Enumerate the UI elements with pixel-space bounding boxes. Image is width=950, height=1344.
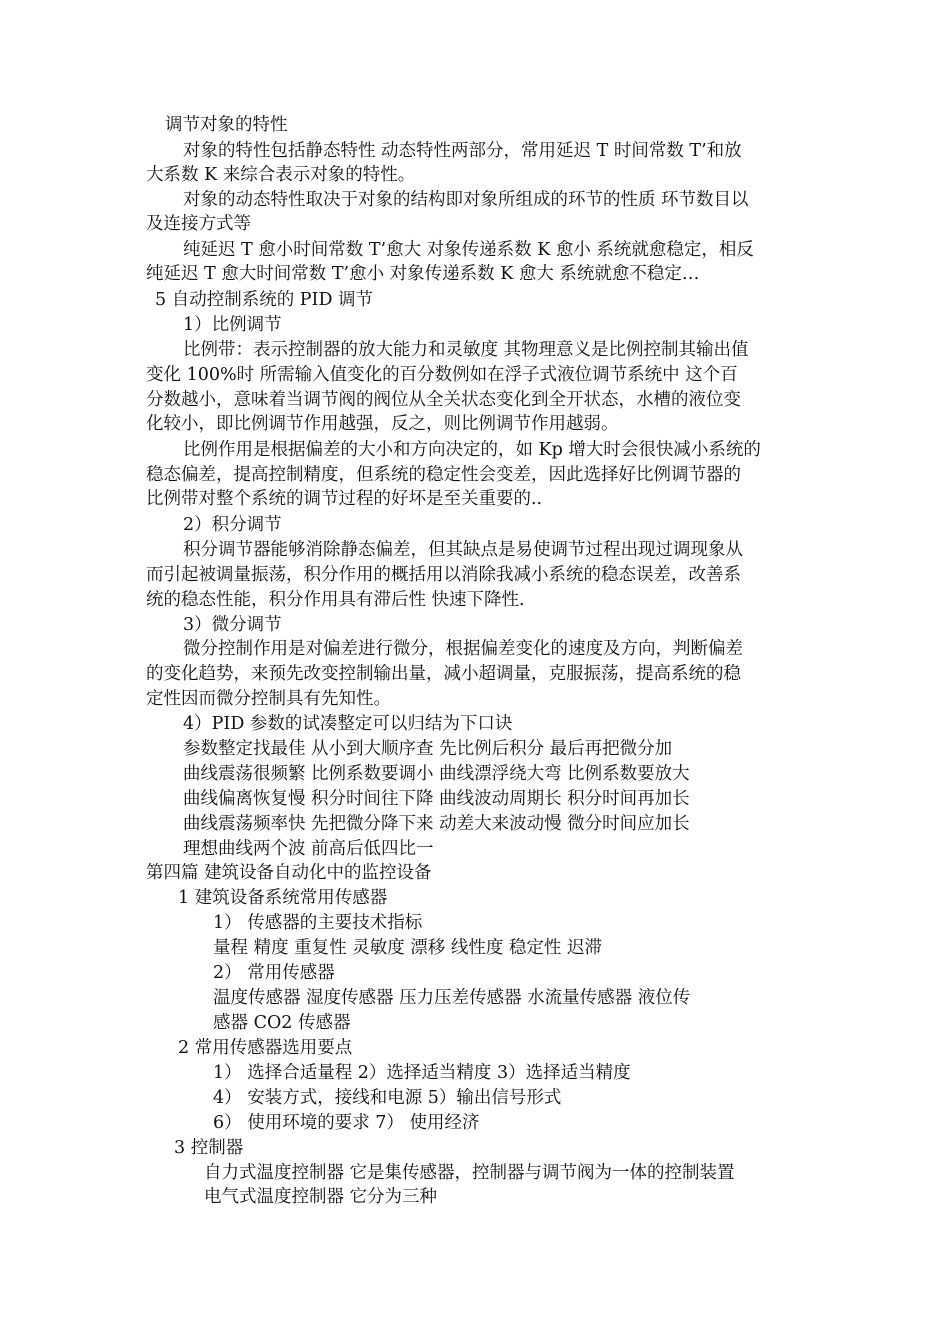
section-heading: 调节对象的特性 [165, 115, 288, 135]
paragraph-line: 纯延迟 T 愈小时间常数 T’愈大 对象传递系数 K 愈小 系统就愈稳定，相反 [183, 240, 754, 260]
paragraph-line: 及连接方式等 [146, 214, 251, 234]
paragraph-line: 比例作用是根据偏差的大小和方向决定的，如 Kp 增大时会很快减小系统的 [183, 440, 761, 460]
paragraph-line: 分数越小，意味着当调节阀的阀位从全关状态变化到全开状态，水槽的液位变 [146, 390, 741, 410]
paragraph-line: 量程 精度 重复性 灵敏度 漂移 线性度 稳定性 迟滞 [213, 938, 602, 958]
rhyme-line: 曲线偏离恢复慢 积分时间往下降 曲线波动周期长 积分时间再加长 [183, 789, 690, 809]
list-line: 4） 安装方式，接线和电源 5）输出信号形式 [213, 1088, 562, 1108]
section-heading: 5 自动控制系统的 PID 调节 [155, 290, 374, 310]
paragraph-line: 温度传感器 湿度传感器 压力压差传感器 水流量传感器 液位传 [213, 988, 691, 1008]
paragraph-line: 大系数 K 来综合表示对象的特性。 [146, 165, 416, 185]
paragraph-line: 感器 CO2 传感器 [213, 1013, 351, 1033]
paragraph-line: 纯延迟 T 愈大时间常数 T’愈小 对象传递系数 K 愈大 系统就愈不稳定… [146, 264, 700, 284]
subsection-heading: 1） 传感器的主要技术指标 [213, 913, 423, 933]
paragraph-line: 的变化趋势，来预先改变控制输出量，减小超调量，克服振荡，提高系统的稳 [146, 664, 741, 684]
paragraph-line: 变化 100%时 所需输入值变化的百分数例如在浮子式液位调节系统中 这个百 [146, 365, 738, 385]
section-heading: 2 常用传感器选用要点 [178, 1038, 353, 1058]
list-line: 1） 选择合适量程 2）选择适当精度 3）选择适当精度 [213, 1063, 631, 1083]
paragraph-line: 积分调节器能够消除静态偏差，但其缺点是易使调节过程出现过调现象从 [183, 540, 743, 560]
subsection-heading: 4）PID 参数的试凑整定可以归结为下口诀 [183, 714, 513, 734]
paragraph-line: 电气式温度控制器 它分为三种 [204, 1187, 438, 1207]
subsection-heading: 2）积分调节 [183, 515, 282, 535]
paragraph-line: 而引起被调量振荡，积分作用的概括用以消除我减小系统的稳态误差，改善系 [146, 565, 741, 585]
rhyme-line: 曲线震荡很频繁 比例系数要调小 曲线漂浮绕大弯 比例系数要放大 [183, 764, 690, 784]
paragraph-line: 稳态偏差，提高控制精度，但系统的稳定性会变差，因此选择好比例调节器的 [146, 465, 741, 485]
paragraph-line: 比例带：表示控制器的放大能力和灵敏度 其物理意义是比例控制其输出值 [183, 340, 749, 360]
paragraph-line: 定性因而微分控制具有先知性。 [146, 689, 391, 709]
subsection-heading: 3）微分调节 [183, 615, 282, 635]
paragraph-line: 对象的动态特性取决于对象的结构即对象所组成的环节的性质 环节数目以 [183, 190, 749, 210]
section-heading: 3 控制器 [174, 1138, 244, 1158]
paragraph-line: 统的稳态性能，积分作用具有滞后性 快速下降性. [146, 590, 525, 610]
rhyme-line: 参数整定找最佳 从小到大顺序查 先比例后积分 最后再把微分加 [183, 739, 673, 759]
subsection-heading: 1）比例调节 [183, 315, 282, 335]
subsection-heading: 2） 常用传感器 [213, 963, 335, 983]
rhyme-line: 理想曲线两个波 前高后低四比一 [183, 839, 434, 859]
rhyme-line: 曲线震荡频率快 先把微分降下来 动差大来波动慢 微分时间应加长 [183, 814, 690, 834]
chapter-heading: 第四篇 建筑设备自动化中的监控设备 [146, 863, 432, 883]
paragraph-line: 微分控制作用是对偏差进行微分，根据偏差变化的速度及方向，判断偏差 [183, 639, 743, 659]
section-heading: 1 建筑设备系统常用传感器 [178, 888, 388, 908]
paragraph-line: 化较小，即比例调节作用越强，反之，则比例调节作用越弱。 [146, 414, 619, 434]
list-line: 6） 使用环境的要求 7） 使用经济 [213, 1113, 480, 1133]
paragraph-line: 比例带对整个系统的调节过程的好坏是至关重要的.. [146, 489, 543, 509]
paragraph-line: 自力式温度控制器 它是集传感器，控制器与调节阀为一体的控制装置 [204, 1163, 735, 1183]
paragraph-line: 对象的特性包括静态特性 动态特性两部分，常用延迟 T 时间常数 T’和放 [183, 141, 742, 161]
